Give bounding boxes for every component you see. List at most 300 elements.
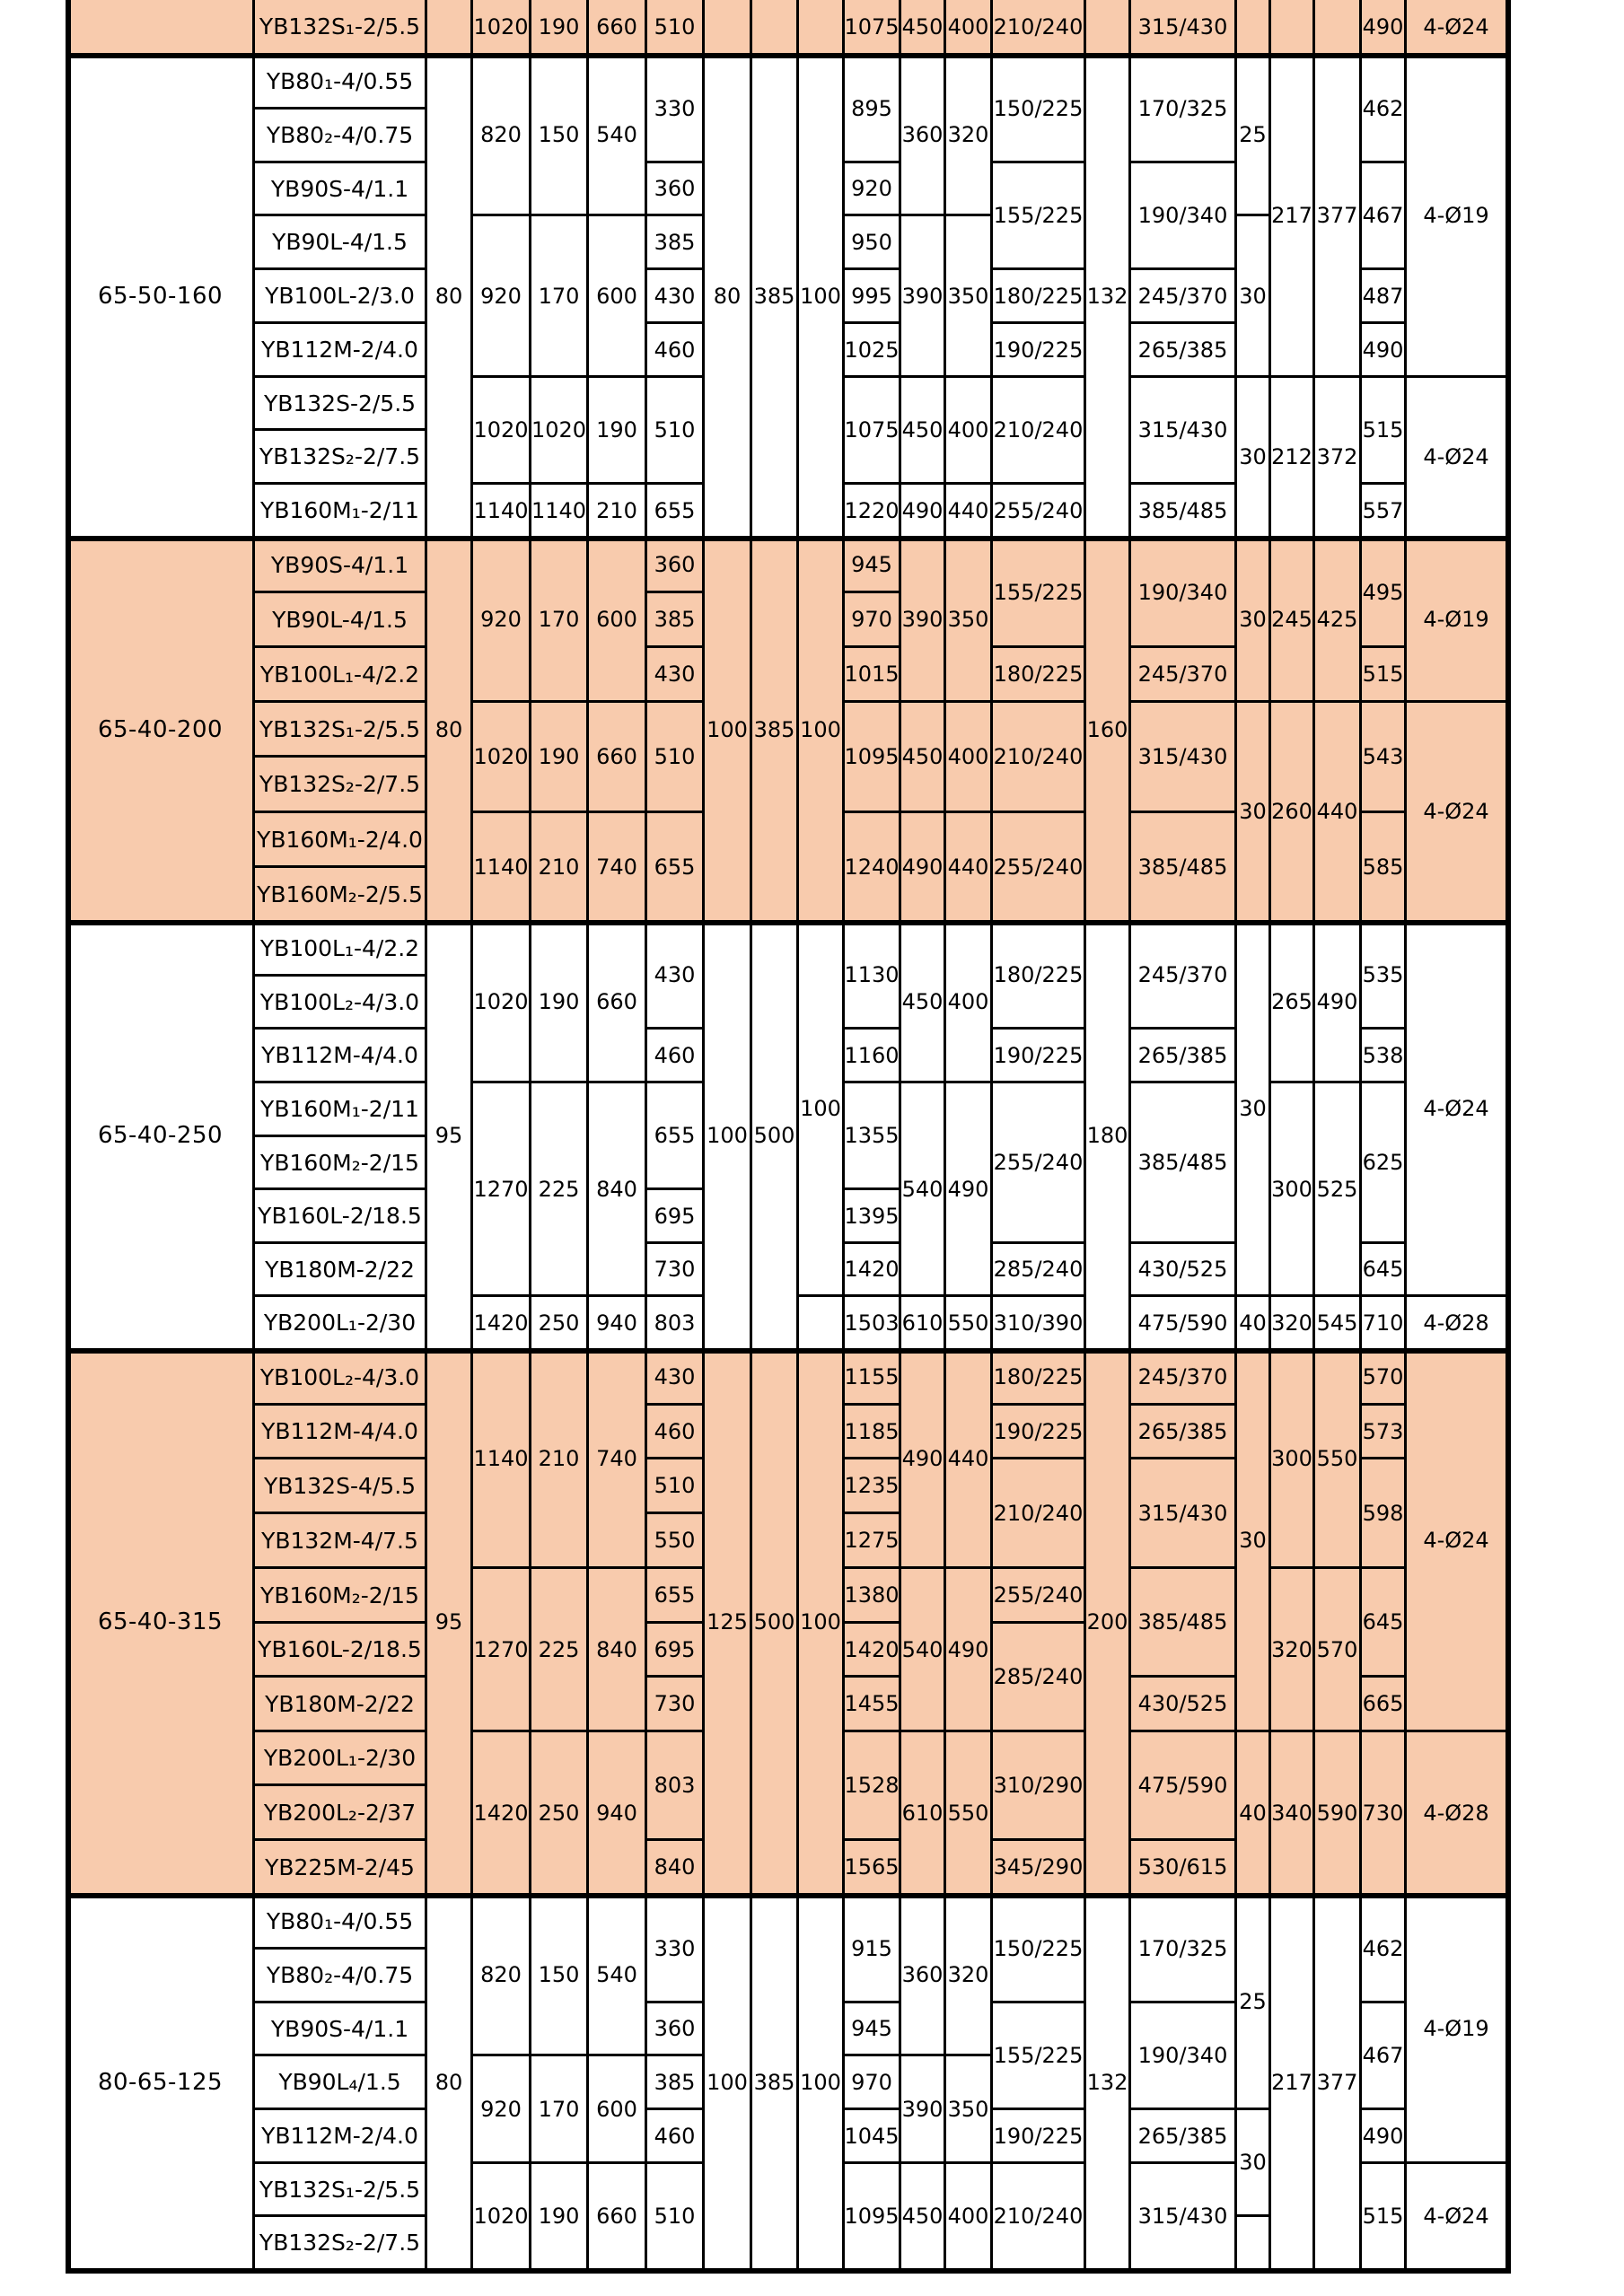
value-cell: 1235 xyxy=(845,1459,901,1514)
value-cell: 217 xyxy=(1271,56,1315,378)
value-cell: 1015 xyxy=(845,648,901,703)
value-cell: 540 xyxy=(589,1896,647,2056)
value-cell: 1140 xyxy=(473,1351,531,1569)
value-cell: 310/390 xyxy=(993,1297,1086,1351)
value-cell: 225 xyxy=(531,1569,589,1732)
value-cell: 1420 xyxy=(845,1244,901,1297)
value-cell: 125 xyxy=(705,1351,752,1896)
motor-model-cell: YB100L₂-4/3.0 xyxy=(255,1351,427,1406)
value-cell: 385/485 xyxy=(1131,1569,1237,1678)
value-cell: 585 xyxy=(1362,813,1407,923)
value-cell: 360 xyxy=(647,539,705,593)
value-cell: 1270 xyxy=(473,1569,531,1732)
value-cell: 500 xyxy=(752,1351,799,1896)
pump-model-cell xyxy=(68,0,255,56)
motor-model-cell: YB132S₁-2/5.5 xyxy=(255,2164,427,2217)
value-cell: 100 xyxy=(799,1896,845,2271)
value-cell: 30 xyxy=(1237,539,1271,703)
value-cell: 1565 xyxy=(845,1841,901,1896)
value-cell: 210/240 xyxy=(993,1459,1086,1569)
motor-model-cell: YB112M-4/4.0 xyxy=(255,1030,427,1083)
value-cell: 340 xyxy=(1271,1732,1315,1896)
value-cell: 660 xyxy=(589,923,647,1083)
value-cell: 350 xyxy=(946,539,993,703)
section-divider-line xyxy=(68,2268,1511,2274)
value-cell: 100 xyxy=(705,923,752,1351)
value-cell xyxy=(1086,0,1131,56)
value-cell: 285/240 xyxy=(993,1244,1086,1297)
value-cell: 30 xyxy=(1237,1351,1271,1732)
value-cell: 515 xyxy=(1362,2164,1407,2271)
value-cell: 490 xyxy=(901,1351,946,1569)
value-cell: 970 xyxy=(845,593,901,648)
pump-model-cell: 65-40-315 xyxy=(68,1351,255,1896)
value-cell: 245/370 xyxy=(1131,648,1237,703)
value-cell: 250 xyxy=(531,1297,589,1351)
value-cell: 95 xyxy=(427,923,473,1351)
value-cell: 180/225 xyxy=(993,1351,1086,1406)
value-cell: 4-Ø19 xyxy=(1407,56,1508,378)
value-cell: 1220 xyxy=(845,485,901,539)
value-cell: 4-Ø24 xyxy=(1407,2164,1508,2271)
motor-model-cell: YB132S₂-2/7.5 xyxy=(255,431,427,485)
value-cell: 80 xyxy=(427,539,473,923)
value-cell: 945 xyxy=(845,539,901,593)
value-cell: 573 xyxy=(1362,1406,1407,1459)
value-cell: 400 xyxy=(946,0,993,56)
value-cell: 210/240 xyxy=(993,703,1086,813)
value-cell: 200 xyxy=(1086,1351,1131,1896)
value-cell: 1020 xyxy=(473,2164,531,2271)
value-cell: 710 xyxy=(1362,1297,1407,1351)
pump-model-cell: 65-50-160 xyxy=(68,56,255,539)
motor-model-cell: YB90S-4/1.1 xyxy=(255,539,427,593)
value-cell: 1020 xyxy=(531,378,589,485)
value-cell: 495 xyxy=(1362,539,1407,648)
value-cell: 80 xyxy=(705,56,752,539)
value-cell: 1155 xyxy=(845,1351,901,1406)
value-cell: 4-Ø19 xyxy=(1407,539,1508,703)
motor-model-cell: YB90L₄/1.5 xyxy=(255,2056,427,2110)
motor-model-cell: YB160M₁-2/11 xyxy=(255,485,427,539)
value-cell: 95 xyxy=(427,1351,473,1896)
value-cell: 350 xyxy=(946,216,993,378)
value-cell xyxy=(427,0,473,56)
value-cell: 425 xyxy=(1315,539,1362,703)
value-cell: 450 xyxy=(901,923,946,1083)
value-cell: 80 xyxy=(427,1896,473,2271)
value-cell: 190/340 xyxy=(1131,2003,1237,2110)
value-cell: 180 xyxy=(1086,923,1131,1351)
value-cell: 1420 xyxy=(473,1732,531,1896)
motor-model-cell: YB160M₁-2/11 xyxy=(255,1083,427,1137)
value-cell: 345/290 xyxy=(993,1841,1086,1896)
value-cell: 330 xyxy=(647,1896,705,2003)
section-divider-line xyxy=(68,53,1511,58)
value-cell: 217 xyxy=(1271,1896,1315,2271)
value-cell: 385 xyxy=(647,593,705,648)
value-cell: 1020 xyxy=(473,378,531,485)
value-cell: 170/325 xyxy=(1131,1896,1237,2003)
value-cell: 385/485 xyxy=(1131,813,1237,923)
value-cell: 1075 xyxy=(845,0,901,56)
value-cell: 820 xyxy=(473,1896,531,2056)
value-cell: 100 xyxy=(705,539,752,923)
value-cell: 255/240 xyxy=(993,1083,1086,1244)
value-cell: 400 xyxy=(946,378,993,485)
value-cell: 190/340 xyxy=(1131,163,1237,270)
value-cell: 530/615 xyxy=(1131,1841,1237,1896)
value-cell: 490 xyxy=(946,1083,993,1297)
value-cell: 4-Ø28 xyxy=(1407,1297,1508,1351)
value-cell: 462 xyxy=(1362,1896,1407,2003)
value-cell: 655 xyxy=(647,1083,705,1190)
value-cell: 510 xyxy=(647,378,705,485)
value-cell: 170/325 xyxy=(1131,56,1237,163)
pump-model-cell: 65-40-250 xyxy=(68,923,255,1351)
section-divider-line xyxy=(68,1348,1511,1354)
motor-model-cell: YB160M₂-2/5.5 xyxy=(255,868,427,923)
value-cell: 315/430 xyxy=(1131,703,1237,813)
value-cell: 170 xyxy=(531,539,589,703)
value-cell: 170 xyxy=(531,2056,589,2164)
value-cell: 645 xyxy=(1362,1569,1407,1678)
value-cell: 500 xyxy=(752,923,799,1351)
value-cell: 450 xyxy=(901,2164,946,2271)
value-cell: 315/430 xyxy=(1131,378,1237,485)
value-cell: 100 xyxy=(799,1351,845,1896)
value-cell: 385 xyxy=(647,2056,705,2110)
value-cell: 150 xyxy=(531,1896,589,2056)
value-cell: 1528 xyxy=(845,1732,901,1841)
value-cell: 550 xyxy=(1315,1351,1362,1569)
value-cell: 245/370 xyxy=(1131,270,1237,324)
value-cell: 315/430 xyxy=(1131,0,1237,56)
value-cell: 460 xyxy=(647,2110,705,2164)
value-cell: 4-Ø24 xyxy=(1407,923,1508,1297)
value-cell: 1045 xyxy=(845,2110,901,2164)
motor-model-cell: YB90S-4/1.1 xyxy=(255,2003,427,2056)
value-cell: 645 xyxy=(1362,1244,1407,1297)
value-cell: 1185 xyxy=(845,1406,901,1459)
value-cell: 310/290 xyxy=(993,1732,1086,1841)
value-cell: 212 xyxy=(1271,378,1315,539)
value-cell: 660 xyxy=(589,2164,647,2271)
value-cell: 190 xyxy=(531,923,589,1083)
value-cell: 570 xyxy=(1362,1351,1407,1406)
value-cell: 245/370 xyxy=(1131,1351,1237,1406)
value-cell: 600 xyxy=(589,539,647,703)
value-cell: 190 xyxy=(589,378,647,485)
value-cell: 440 xyxy=(946,485,993,539)
value-cell: 540 xyxy=(589,56,647,216)
value-cell: 915 xyxy=(845,1896,901,2003)
value-cell: 315/430 xyxy=(1131,1459,1237,1569)
value-cell: 360 xyxy=(901,56,946,216)
motor-model-cell: YB132S₁-2/5.5 xyxy=(255,0,427,56)
value-cell: 30 xyxy=(1237,378,1271,539)
value-cell: 255/240 xyxy=(993,813,1086,923)
value-cell: 540 xyxy=(901,1569,946,1732)
value-cell: 160 xyxy=(1086,539,1131,923)
value-cell: 255/240 xyxy=(993,1569,1086,1624)
value-cell: 550 xyxy=(946,1732,993,1896)
value-cell: 330 xyxy=(647,56,705,163)
value-cell: 100 xyxy=(799,56,845,539)
value-cell xyxy=(1315,0,1362,56)
value-cell: 40 xyxy=(1237,1732,1271,1896)
value-cell: 430 xyxy=(647,648,705,703)
value-cell: 450 xyxy=(901,0,946,56)
value-cell: 740 xyxy=(589,813,647,923)
section-divider-line xyxy=(68,1893,1511,1898)
value-cell: 1025 xyxy=(845,324,901,378)
value-cell: 385/485 xyxy=(1131,485,1237,539)
value-cell: 1240 xyxy=(845,813,901,923)
value-cell: 730 xyxy=(647,1678,705,1732)
value-cell: 255/240 xyxy=(993,485,1086,539)
value-cell: 535 xyxy=(1362,923,1407,1030)
motor-model-cell: YB80₁-4/0.55 xyxy=(255,56,427,110)
value-cell: 385 xyxy=(647,216,705,270)
value-cell: 320 xyxy=(1271,1297,1315,1351)
value-cell: 4-Ø24 xyxy=(1407,1351,1508,1732)
value-cell: 190 xyxy=(531,0,589,56)
value-cell: 225 xyxy=(531,1083,589,1297)
motor-model-cell: YB80₁-4/0.55 xyxy=(255,1896,427,1950)
value-cell: 625 xyxy=(1362,1083,1407,1244)
value-cell: 945 xyxy=(845,2003,901,2056)
value-cell: 460 xyxy=(647,324,705,378)
value-cell: 210 xyxy=(589,485,647,539)
motor-model-cell: YB180M-2/22 xyxy=(255,1678,427,1732)
value-cell: 730 xyxy=(647,1244,705,1297)
value-cell: 400 xyxy=(946,703,993,813)
value-cell: 80 xyxy=(427,56,473,539)
value-cell: 557 xyxy=(1362,485,1407,539)
value-cell: 150/225 xyxy=(993,1896,1086,2003)
motor-model-cell: YB80₂-4/0.75 xyxy=(255,1950,427,2003)
value-cell: 510 xyxy=(647,2164,705,2271)
value-cell: 510 xyxy=(647,703,705,813)
value-cell: 490 xyxy=(1362,0,1407,56)
value-cell: 1503 xyxy=(845,1297,901,1351)
value-cell: 655 xyxy=(647,813,705,923)
value-cell: 1420 xyxy=(473,1297,531,1351)
value-cell: 895 xyxy=(845,56,901,163)
value-cell: 250 xyxy=(531,1732,589,1896)
motor-model-cell: YB160L-2/18.5 xyxy=(255,1624,427,1678)
value-cell: 1420 xyxy=(845,1624,901,1678)
motor-model-cell: YB100L₁-4/2.2 xyxy=(255,923,427,977)
value-cell: 655 xyxy=(647,485,705,539)
value-cell: 350 xyxy=(946,2056,993,2164)
value-cell: 377 xyxy=(1315,56,1362,378)
value-cell: 372 xyxy=(1315,378,1362,539)
motor-model-cell: YB90S-4/1.1 xyxy=(255,163,427,216)
value-cell: 695 xyxy=(647,1624,705,1678)
value-cell: 570 xyxy=(1315,1569,1362,1732)
value-cell: 190/225 xyxy=(993,1406,1086,1459)
value-cell: 490 xyxy=(1362,2110,1407,2164)
value-cell: 190/225 xyxy=(993,324,1086,378)
value-cell: 1140 xyxy=(473,485,531,539)
motor-model-cell: YB160M₁-2/4.0 xyxy=(255,813,427,868)
value-cell: 920 xyxy=(845,163,901,216)
value-cell: 610 xyxy=(901,1297,946,1351)
value-cell: 1395 xyxy=(845,1190,901,1244)
value-cell: 490 xyxy=(1315,923,1362,1083)
value-cell: 155/225 xyxy=(993,539,1086,648)
value-cell: 430 xyxy=(647,270,705,324)
motor-model-cell: YB132S₂-2/7.5 xyxy=(255,2217,427,2271)
value-cell: 510 xyxy=(647,1459,705,1514)
motor-model-cell: YB90L-4/1.5 xyxy=(255,593,427,648)
value-cell: 390 xyxy=(901,2056,946,2164)
value-cell: 245 xyxy=(1271,539,1315,703)
motor-model-cell: YB132S-4/5.5 xyxy=(255,1459,427,1514)
value-cell: 4-Ø24 xyxy=(1407,703,1508,923)
value-cell: 490 xyxy=(901,485,946,539)
value-cell: 300 xyxy=(1271,1351,1315,1569)
value-cell: 840 xyxy=(589,1569,647,1732)
value-cell: 510 xyxy=(647,0,705,56)
value-cell: 180/225 xyxy=(993,270,1086,324)
value-cell: 40 xyxy=(1237,1297,1271,1351)
value-cell: 210 xyxy=(531,813,589,923)
value-cell: 360 xyxy=(647,2003,705,2056)
motor-model-cell: YB225M-2/45 xyxy=(255,1841,427,1896)
value-cell: 315/430 xyxy=(1131,2164,1237,2271)
value-cell: 260 xyxy=(1271,703,1315,923)
motor-model-cell: YB112M-2/4.0 xyxy=(255,324,427,378)
value-cell: 610 xyxy=(901,1732,946,1896)
value-cell: 950 xyxy=(845,216,901,270)
value-cell xyxy=(752,0,799,56)
value-cell xyxy=(1237,2217,1271,2271)
motor-model-cell: YB80₂-4/0.75 xyxy=(255,110,427,163)
value-cell: 180/225 xyxy=(993,923,1086,1030)
value-cell: 210/240 xyxy=(993,378,1086,485)
value-cell: 1270 xyxy=(473,1083,531,1297)
value-cell: 940 xyxy=(589,1297,647,1351)
value-cell: 665 xyxy=(1362,1678,1407,1732)
value-cell: 487 xyxy=(1362,270,1407,324)
value-cell: 150/225 xyxy=(993,56,1086,163)
value-cell: 100 xyxy=(799,539,845,923)
value-cell: 840 xyxy=(589,1083,647,1297)
value-cell: 660 xyxy=(589,0,647,56)
motor-model-cell: YB100L₁-4/2.2 xyxy=(255,648,427,703)
value-cell xyxy=(1271,0,1315,56)
value-cell: 300 xyxy=(1271,1083,1315,1297)
value-cell xyxy=(799,1297,845,1351)
value-cell: 598 xyxy=(1362,1459,1407,1569)
value-cell: 265/385 xyxy=(1131,2110,1237,2164)
value-cell: 550 xyxy=(647,1514,705,1569)
value-cell: 132 xyxy=(1086,1896,1131,2271)
value-cell: 1380 xyxy=(845,1569,901,1624)
value-cell: 30 xyxy=(1237,216,1271,378)
value-cell: 460 xyxy=(647,1406,705,1459)
value-cell: 490 xyxy=(1362,324,1407,378)
value-cell: 550 xyxy=(946,1297,993,1351)
motor-model-cell: YB112M-4/4.0 xyxy=(255,1406,427,1459)
value-cell: 25 xyxy=(1237,1896,1271,2110)
value-cell: 540 xyxy=(901,1083,946,1297)
motor-model-cell: YB112M-2/4.0 xyxy=(255,2110,427,2164)
value-cell: 150 xyxy=(531,56,589,216)
motor-model-cell: YB200L₁-2/30 xyxy=(255,1297,427,1351)
value-cell: 1075 xyxy=(845,378,901,485)
value-cell: 515 xyxy=(1362,378,1407,485)
value-cell: 4-Ø24 xyxy=(1407,378,1508,539)
value-cell: 1455 xyxy=(845,1678,901,1732)
value-cell: 460 xyxy=(647,1030,705,1083)
value-cell: 190/340 xyxy=(1131,539,1237,648)
value-cell: 210/240 xyxy=(993,2164,1086,2271)
motor-model-cell: YB132S₂-2/7.5 xyxy=(255,758,427,813)
value-cell: 1275 xyxy=(845,1514,901,1569)
value-cell: 377 xyxy=(1315,1896,1362,2271)
value-cell xyxy=(705,0,752,56)
motor-model-cell: YB132S-2/5.5 xyxy=(255,378,427,431)
motor-model-cell: YB100L-2/3.0 xyxy=(255,270,427,324)
value-cell: 155/225 xyxy=(993,2003,1086,2110)
value-cell: 385 xyxy=(752,1896,799,2271)
value-cell: 360 xyxy=(647,163,705,216)
value-cell: 385/485 xyxy=(1131,1083,1237,1244)
value-cell: 450 xyxy=(901,378,946,485)
value-cell: 190 xyxy=(531,2164,589,2271)
value-cell: 600 xyxy=(589,2056,647,2164)
value-cell: 265 xyxy=(1271,923,1315,1083)
value-cell: 940 xyxy=(589,1732,647,1896)
value-cell: 590 xyxy=(1315,1732,1362,1896)
value-cell: 820 xyxy=(473,56,531,216)
value-cell: 180/225 xyxy=(993,648,1086,703)
value-cell: 400 xyxy=(946,923,993,1083)
value-cell: 803 xyxy=(647,1297,705,1351)
value-cell: 995 xyxy=(845,270,901,324)
value-cell: 467 xyxy=(1362,2003,1407,2110)
value-cell: 525 xyxy=(1315,1083,1362,1297)
value-cell: 515 xyxy=(1362,648,1407,703)
motor-model-cell: YB132M-4/7.5 xyxy=(255,1514,427,1569)
value-cell: 730 xyxy=(1362,1732,1407,1896)
pump-model-cell: 65-40-200 xyxy=(68,539,255,923)
motor-model-cell: YB90L-4/1.5 xyxy=(255,216,427,270)
value-cell: 920 xyxy=(473,2056,531,2164)
value-cell: 695 xyxy=(647,1190,705,1244)
value-cell: 285/240 xyxy=(993,1624,1086,1732)
value-cell: 1140 xyxy=(531,485,589,539)
value-cell: 440 xyxy=(946,1351,993,1569)
motor-model-cell: YB200L₁-2/30 xyxy=(255,1732,427,1786)
value-cell: 1020 xyxy=(473,703,531,813)
motor-model-cell: YB160M₂-2/15 xyxy=(255,1569,427,1624)
motor-model-cell: YB200L₂-2/37 xyxy=(255,1786,427,1841)
value-cell: 840 xyxy=(647,1841,705,1896)
motor-model-cell: YB180M-2/22 xyxy=(255,1244,427,1297)
value-cell: 430 xyxy=(647,923,705,1030)
value-cell: 1140 xyxy=(473,813,531,923)
value-cell: 25 xyxy=(1237,56,1271,216)
value-cell: 740 xyxy=(589,1351,647,1569)
value-cell: 190/225 xyxy=(993,2110,1086,2164)
section-divider-line xyxy=(68,920,1511,925)
value-cell: 265/385 xyxy=(1131,324,1237,378)
